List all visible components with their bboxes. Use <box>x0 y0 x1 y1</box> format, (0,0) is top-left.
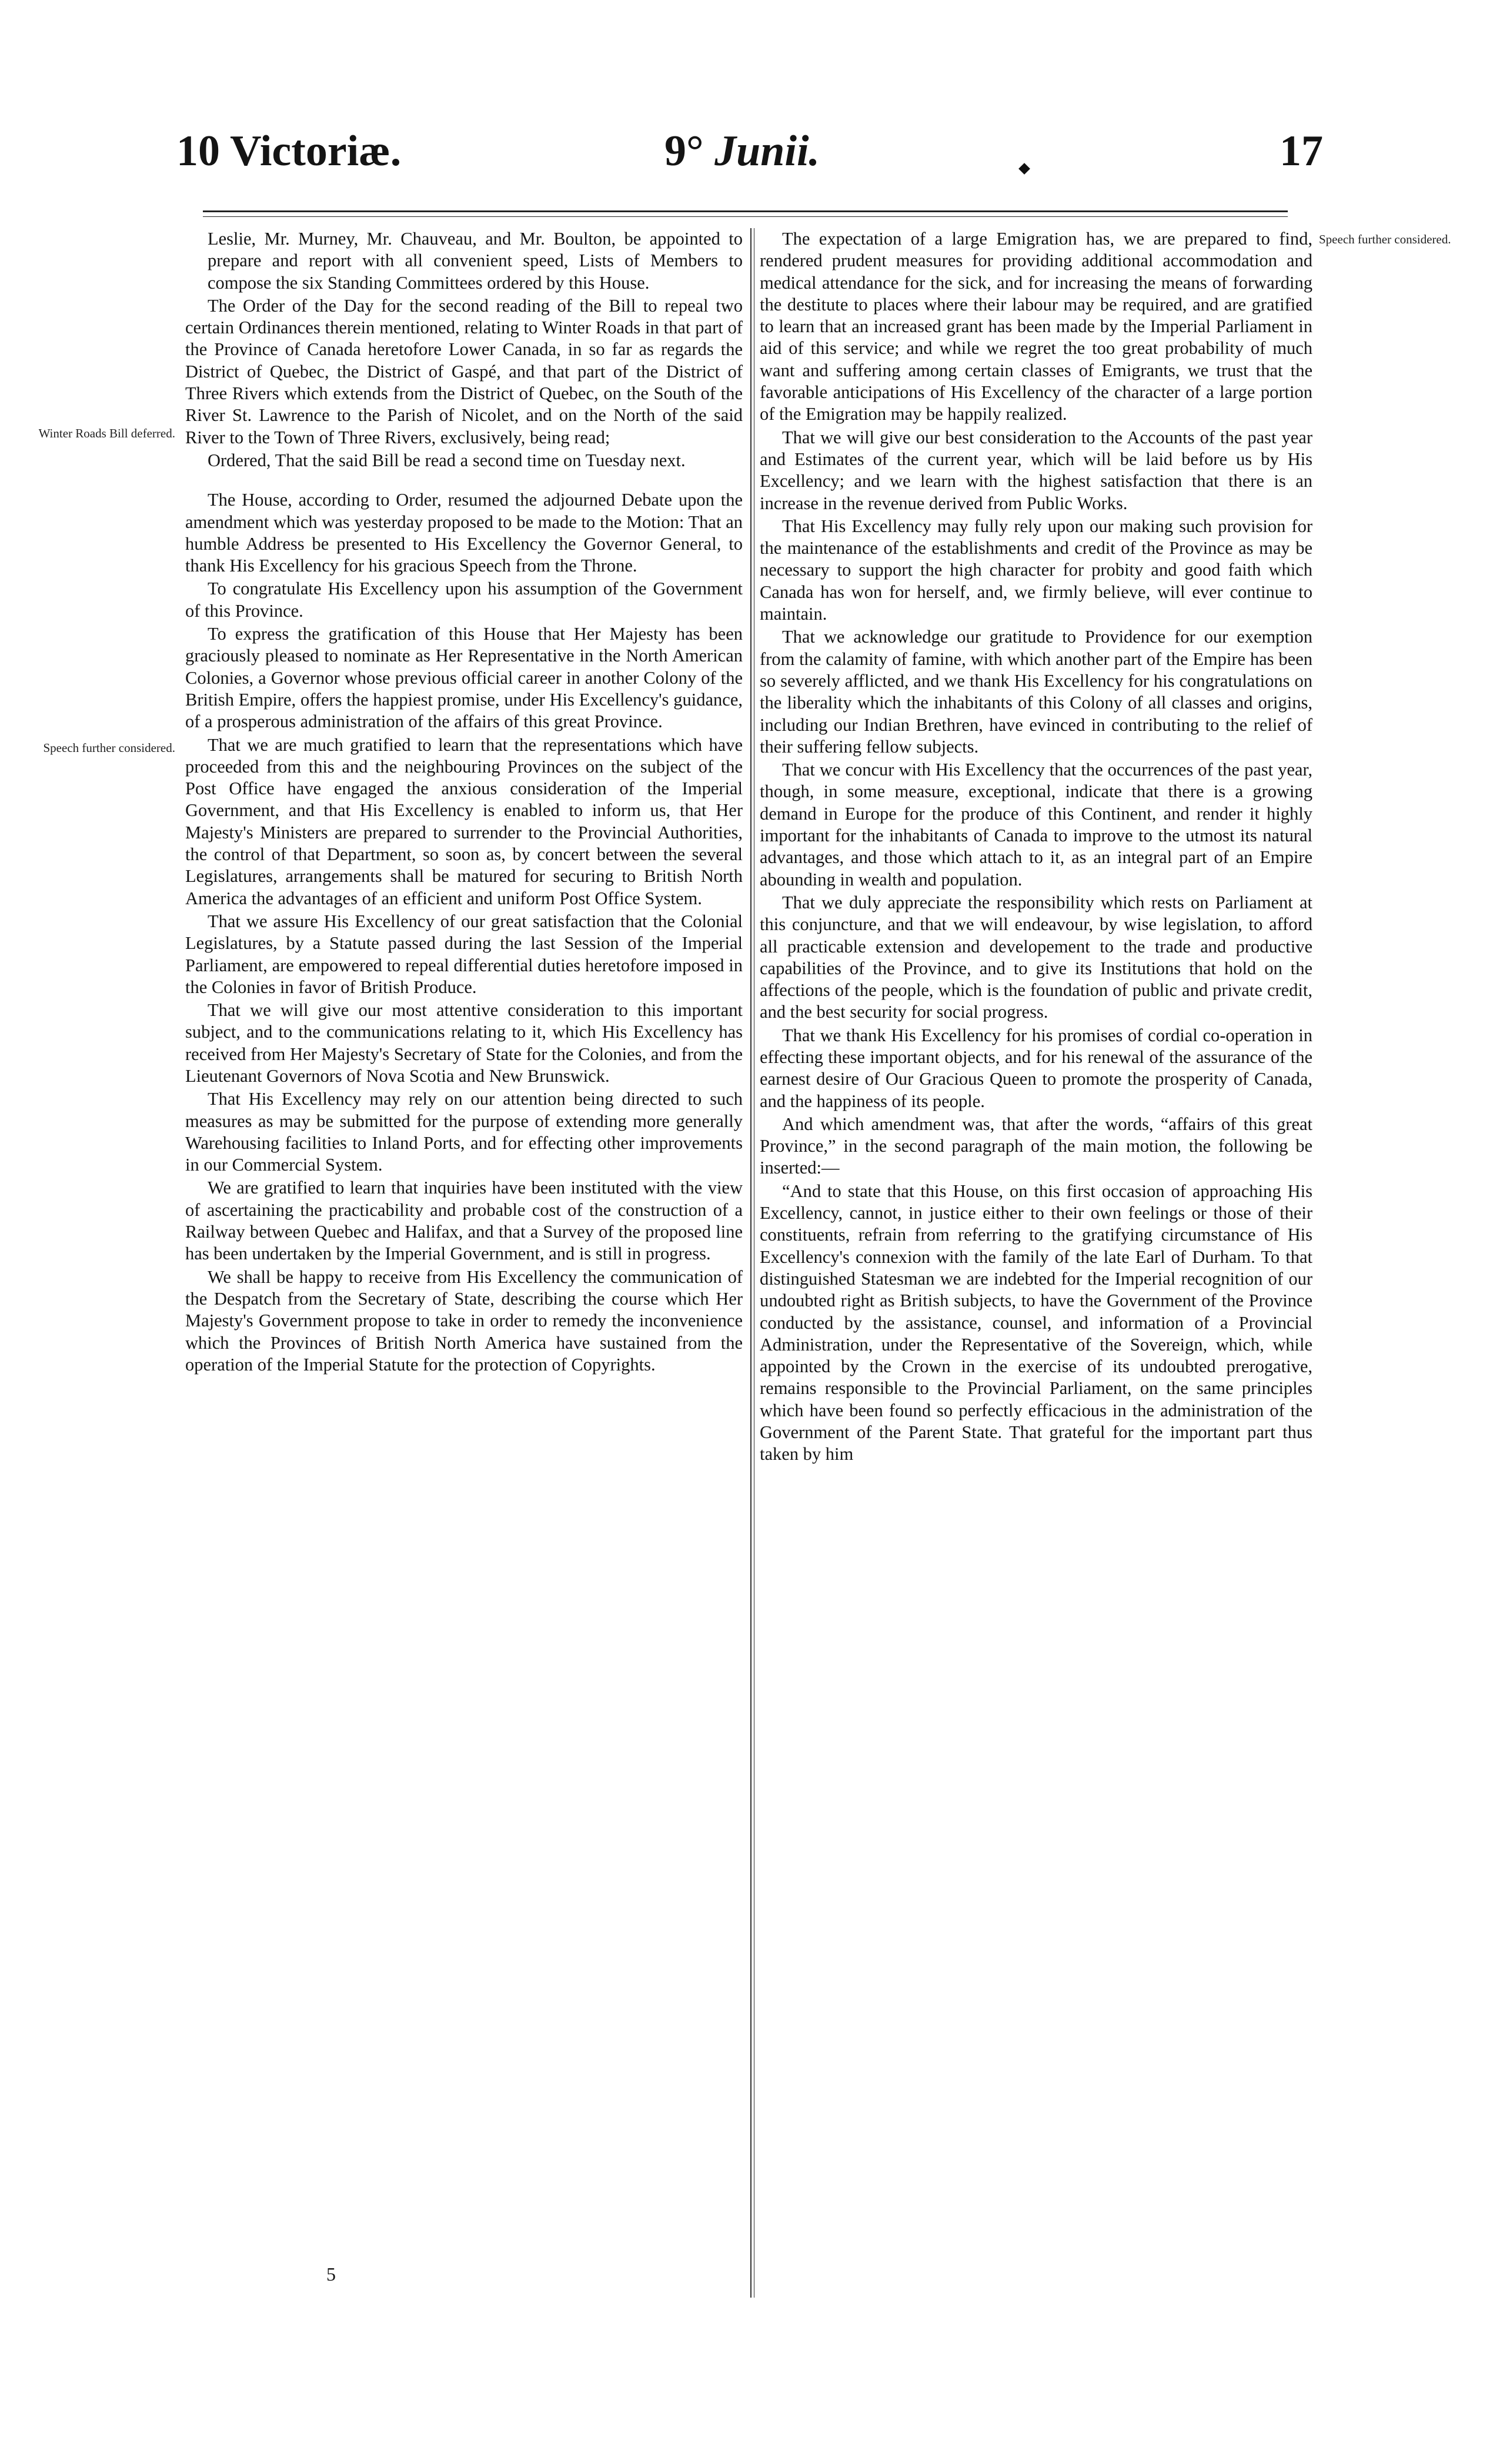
header-month: Junii. <box>714 127 820 175</box>
paragraph: That His Excellency may rely on our attention being directed to such measures as may be submitted for the purpose of extending more generally Warehousing facilities to Inland Ports, and for effecting other improvements in our Commercial System. <box>185 1089 743 1175</box>
paragraph: The Order of the Day for the second reading of the Bill to repeal two certain Ordinances therein mentioned, relating to Winter Roads in that part of the Province of Canada heretofore Lower Canada, in so far as regards the District of Quebec, the District of Gaspé, and that part of the District of Three Rivers which extends from the District of Quebec, on the South of the River St. Lawrence to the Parish of Nicolet, and on the North of the said River to the Town of Three Rivers, exclusively, being read; <box>185 295 743 447</box>
paragraph: That we duly appreciate the responsibility which rests on Parliament at this conjuncture, and that we will endeavour, by wise legislation, to afford all practicable extension and developement to the trade and productive capabilities of the Province, and to give its Institutions that hold on the affections of the people, which is the foundation of public and private credit, and the best security for social progress. <box>760 892 1312 1022</box>
paragraph: Leslie, Mr. Murney, Mr. Chauveau, and Mr. Boulton, be appointed to prepare and report with all convenient speed, Lists of Members to compose the six Standing Committees ordered by this House. <box>208 229 743 293</box>
paragraph: “And to state that this House, on this first occasion of approaching His Excellency, cannot, in justice either to their own feelings or those of their constituents, refrain from referring to the gratifying circumstance of His Excellency's connexion with the family of the late Earl of Durham. To that distinguished Statesman we are indebted for the Imperial recognition of our undoubted right as British subjects, to have the Government of the Province conducted by the assistance, counsel, and information of a Provincial Administration, under the Representative of the Sovereign, which, while appointed by the Crown in the exercise of its undoubted prerogative, remains responsible to the Provincial Parliament, on the same principles which have been found so perfectly efficacious in the administration of the Government of the Parent State. That grateful for the important part thus taken by him <box>760 1181 1312 1465</box>
paragraph: We shall be happy to receive from His Excellency the communication of the Despatch from the Secretary of State, describing the course which Her Majesty's Government propose to take in order to remedy the inconvenience which the Provinces of British North America have sustained from the operation of the Imperial Statute for the protection of Copyrights. <box>185 1266 743 1375</box>
header-regnal-year: 10 Victoriæ. <box>176 127 402 175</box>
paragraph: To express the gratification of this House that Her Majesty has been graciously pleased to nominate as Her Representative in the North American Colonies, a Governor whose previous official career in another Colony of the British Empire, offers the happiest promise, under His Excellency's guidance, of a prosperous administration of the affairs of this great Province. <box>185 624 743 732</box>
margin-note-winter-roads: Winter Roads Bill deferred. <box>38 426 175 440</box>
right-column <box>760 228 1312 1467</box>
paragraph: That we assure His Excellency of our great satisfaction that the Colonial Legislatures, by a Statute passed during the last Session of the Imperial Parliament, are empowered to repeal differential duties heretofore imposed in the Colonies in favor of British Produce. <box>185 911 743 997</box>
paragraph: That we will give our best consideration to the Accounts of the past year and Estimates of the current year, which will be laid before us by His Excellency; and we learn with the highest satisfaction that there is an increase in the revenue derived from Public Works. <box>760 427 1312 513</box>
page-number: 17 <box>1280 127 1323 175</box>
paragraph: Ordered, That the said Bill be read a second time on Tuesday next. <box>208 450 686 470</box>
signature-mark: 5 <box>326 2264 336 2285</box>
paragraph: The House, according to Order, resumed the adjourned Debate upon the amendment which was yesterday proposed to be made to the Motion: That an humble Address be presented to His Excellency the Governor General, to thank His Excellency for his gracious Speech from the Throne. <box>185 490 743 576</box>
paragraph: That we concur with His Excellency that the occurrences of the past year, though, in some measure, exceptional, indicate that there is a growing demand in Europe for the produce of this Continent, and render it highly important for the inhabitants of Canada to improve to the utmost its natural advantages, and those which attach to it, as an integral part of an Empire abounding in wealth and population. <box>760 760 1312 890</box>
header-rule-thick <box>203 210 1288 212</box>
column-divider <box>750 228 751 2298</box>
paragraph: The expectation of a large Emigration has, we are prepared to find, rendered prudent measures for providing additional accommodation and medical attendance for the sick, and for increasing the means of forwarding the destitute to places where their labour may be required, and are gratified to learn that an increased grant has been made by the Imperial Parliament in aid of this service; and while we regret the too great probability of much want and suffering among certain classes of Emigrants, we trust that the favorable anticipations of His Excellency of the character of a large portion of the Emigration may be happily realized. <box>760 229 1312 424</box>
paragraph: And which amendment was, that after the words, “affairs of this great Province,” in the second paragraph of the main motion, the following be inserted:— <box>760 1114 1312 1178</box>
header-rule-thin <box>203 216 1288 217</box>
paragraph: That His Excellency may fully rely upon our making such provision for the maintenance of the establishments and credit of the Province as may be necessary to support the high character for probity and good faith which Canada has won for herself, and, we firmly believe, will ever continue to maintain. <box>760 516 1312 624</box>
paragraph: That we acknowledge our gratitude to Providence for our exemption from the calamity of famine, with which another part of the Empire has been so severely afflicted, and we thank His Excellency for his congratulations on the liberality which the inhabitants of this Colony of all classes and origins, including our Indian Brethren, have evinced in contributing to the relief of their suffering fellow subjects. <box>760 627 1312 757</box>
paragraph: That we will give our most attentive consideration to this important subject, and to the communications relating to it, which His Excellency has received from Her Majesty's Secretary of State for the Colonies, and from the Lieutenant Governors of Nova Scotia and New Brunswick. <box>185 1000 743 1086</box>
header-date <box>664 126 820 176</box>
margin-note-speech-right: Speech further considered. <box>1319 232 1451 246</box>
margin-note-speech-left: Speech further considered. <box>43 741 175 755</box>
header-day: 9° <box>664 127 704 175</box>
paragraph: That we thank His Excellency for his promises of cordial co-operation in effecting these important objects, and for his renewal of the assurance of the earnest desire of Our Gracious Queen to promote the prosperity of Canada, and the happiness of its people. <box>760 1025 1312 1111</box>
paragraph: That we are much gratified to learn that the representations which have proceeded from this and the neighbouring Provinces on the subject of the Post Office have engaged the anxious consideration of the Imperial Government, and that His Excellency is enabled to inform us, that Her Majesty's Ministers are prepared to surrender to the Provincial Authorities, the control of that Department, so soon as, by concert between the several Legislatures, arrangements shall be matured for securing to British North America the advantages of an efficient and uniform Post Office System. <box>185 734 743 908</box>
running-header <box>176 126 1323 197</box>
left-column <box>185 228 743 1377</box>
paragraph: To congratulate His Excellency upon his assumption of the Government of this Province. <box>185 579 743 621</box>
paragraph: We are gratified to learn that inquiries have been instituted with the view of ascertaining the practicability and probable cost of the construction of a Railway between Quebec and Halifax, and that a Survey of the proposed line has been undertaken by the Imperial Government, and is still in progress. <box>185 1178 743 1264</box>
